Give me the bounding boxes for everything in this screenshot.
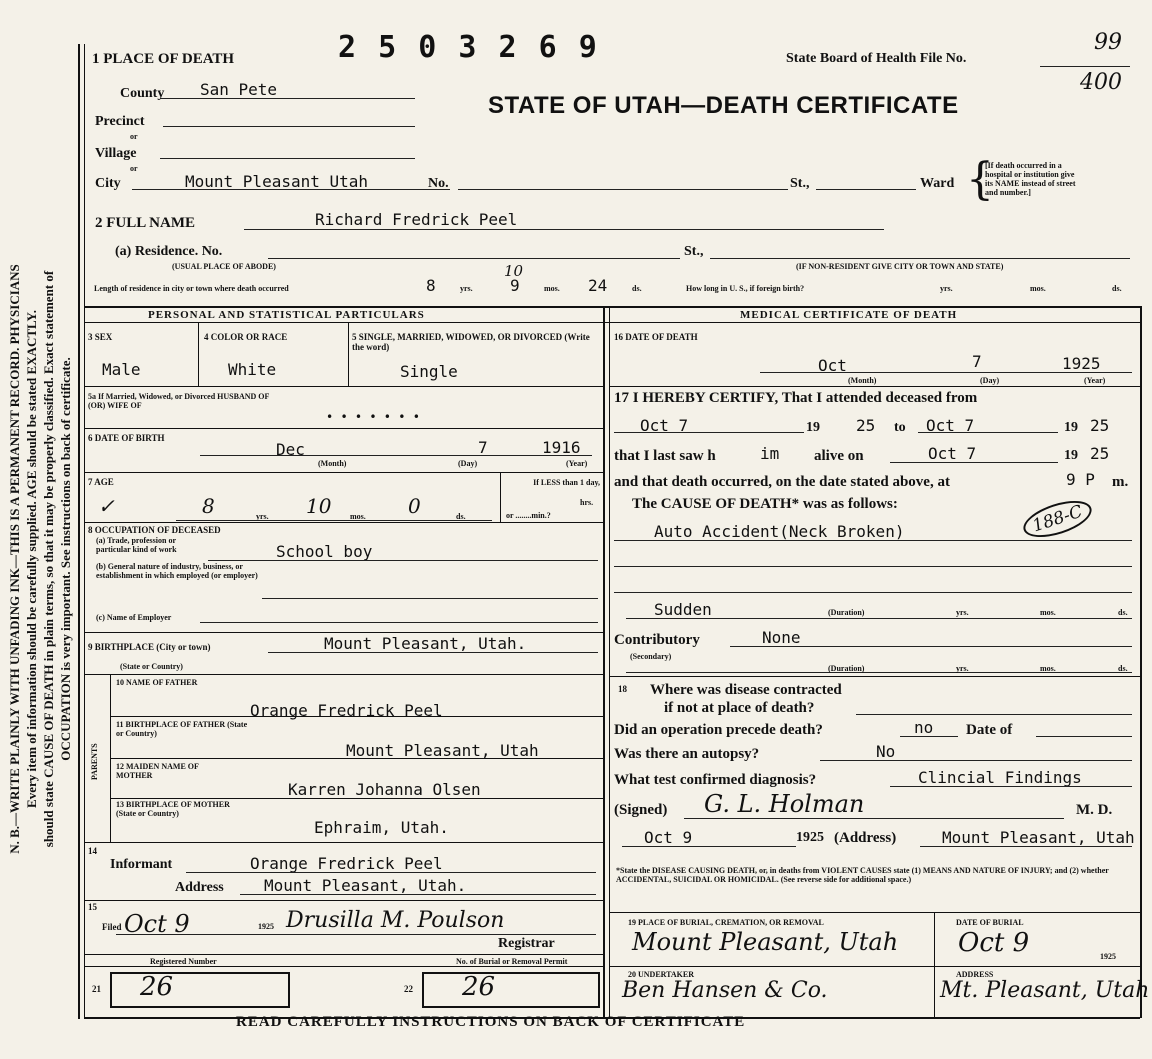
st-line — [816, 189, 916, 190]
age-yrs: 8 — [202, 494, 215, 518]
spouse-label: 5a If Married, Widowed, or Divorced HUSBAND OF (OR) WIFE OF — [88, 392, 270, 410]
informant-address-label: Address — [175, 880, 224, 895]
no-label: No. — [428, 176, 449, 191]
ward-brace: { — [966, 154, 994, 205]
test-label: What test confirmed diagnosis? — [614, 772, 817, 788]
contributory-line — [730, 646, 1132, 647]
attend-to-year: 25 — [1090, 416, 1110, 435]
dob-year: 1916 — [542, 438, 581, 457]
row-rule-2 — [84, 428, 603, 429]
ward-note-3: its NAME instead of street — [985, 179, 1076, 188]
city-label: City — [95, 176, 121, 191]
where-contracted-label: Where was disease contracted — [650, 682, 842, 698]
informant-value: Orange Fredrick Peel — [250, 854, 443, 873]
secondary-label: (Secondary) — [630, 652, 672, 661]
dob-year-caption: (Year) — [566, 459, 588, 468]
burial-place-value: Mount Pleasant, Utah — [632, 928, 899, 956]
sex-label: 3 SEX — [88, 332, 113, 342]
frame-right-border — [1140, 306, 1142, 1018]
sex-value: Male — [102, 360, 141, 379]
med-rule-3 — [609, 912, 1140, 913]
residence-st-label: St., — [684, 244, 704, 259]
informant-address-value: Mount Pleasant, Utah. — [264, 876, 467, 895]
section-header-rule — [84, 322, 1140, 323]
file-no-extra: 400 — [1080, 70, 1122, 95]
informant-line — [186, 872, 596, 873]
physician-signature: G. L. Holman — [704, 790, 865, 818]
m-label: m. — [1112, 474, 1129, 490]
certificate-number: 2 5 0 3 2 6 9 — [338, 30, 599, 65]
father-label: 10 NAME OF FATHER — [116, 678, 198, 687]
cause-value: Auto Accident(Neck Broken) — [654, 522, 905, 541]
filed-label: Filed — [102, 922, 122, 932]
village-line — [160, 158, 415, 159]
item-22: 22 — [404, 984, 413, 994]
margin-line-1: N. B.—WRITE PLAINLY WITH UNFADING INK—THIS IS A PERMANENT RECORD. PHYSICIANS — [7, 264, 22, 854]
attend-to-year-prefix: 19 — [1064, 420, 1078, 435]
place-of-death-label: 1 PLACE OF DEATH — [92, 51, 235, 67]
death-occurred-text: and that death occurred, on the date stated above, at — [614, 474, 950, 490]
frame-left-border — [78, 44, 80, 1019]
residence-sub: (USUAL PLACE OF ABODE) — [172, 262, 276, 271]
operation-line — [900, 736, 958, 737]
item-21: 21 — [92, 984, 101, 994]
employer-label: (c) Name of Employer — [96, 613, 172, 622]
dob-month: Dec — [276, 440, 305, 459]
full-name-line — [244, 229, 884, 230]
contributory-duration-line — [626, 672, 1132, 673]
contributory-ds: ds. — [1118, 664, 1128, 673]
row-rule-11 — [84, 900, 603, 901]
father-birthplace-value: Mount Pleasant, Utah — [346, 741, 539, 760]
file-no-label: State Board of Health File No. — [786, 51, 967, 66]
birthplace-line — [268, 652, 598, 653]
row-rule-7 — [110, 716, 603, 717]
last-saw-him: im — [760, 444, 780, 463]
signed-address-label: (Address) — [834, 830, 897, 846]
cause-line-3 — [614, 592, 1132, 593]
autopsy-line — [820, 760, 1132, 761]
contributory-mos: mos. — [1040, 664, 1056, 673]
row-rule-12 — [84, 954, 603, 955]
dob-month-caption: (Month) — [318, 459, 347, 468]
burial-year: 1925 — [1100, 952, 1116, 961]
occupation-line — [208, 560, 598, 561]
county-line — [160, 98, 415, 99]
marital-label: 5 SINGLE, MARRIED, WIDOWED, OR DIVORCED (Write the word) — [352, 332, 590, 352]
cause-footnote: *State the DISEASE CAUSING DEATH, or, in deaths from VIOLENT CAUSES state (1) MEANS AND NATURE OF INJURY; and (2) whether ACCIDENTAL, SUICIDAL OR HOMICIDAL. (See reverse side for additional space.) — [616, 866, 1109, 884]
occupation-a-label: (a) Trade, profession or particular kind of work — [96, 536, 177, 554]
length-ds-label: ds. — [632, 284, 642, 293]
autopsy-value: No — [876, 742, 896, 761]
registrar-signature: Drusilla M. Poulson — [286, 908, 505, 933]
length-yrs: 8 — [426, 276, 436, 295]
margin-line-3: should state CAUSE OF DEATH in plain terms, so that it may be properly classified. Exact statement of — [41, 270, 56, 848]
or-1: or — [130, 132, 138, 141]
death-month-caption: (Month) — [848, 376, 877, 385]
death-date-line — [760, 372, 1132, 373]
employer-line — [200, 622, 598, 623]
file-no-value: 99 — [1094, 30, 1122, 55]
dob-day-caption: (Day) — [458, 459, 478, 468]
ward-label: Ward — [920, 176, 955, 191]
death-time: 9 P — [1066, 470, 1095, 489]
date-of-label: Date of — [966, 722, 1013, 738]
undertaker-label: 20 UNDERTAKER — [628, 970, 695, 979]
st-label: St., — [790, 176, 810, 191]
sign-date-line — [622, 846, 796, 847]
reg-number-box — [110, 972, 290, 1008]
color-value: White — [228, 360, 277, 379]
row-rule-9 — [110, 798, 603, 799]
sign-date: Oct 9 — [644, 828, 693, 847]
item-15: 15 — [88, 902, 97, 912]
last-saw-date: Oct 7 — [928, 444, 977, 463]
cause-label: The CAUSE OF DEATH* was as follows: — [632, 496, 898, 512]
dob-line — [200, 455, 592, 456]
last-saw-year: 25 — [1090, 444, 1110, 463]
medical-section-title: MEDICAL CERTIFICATE OF DEATH — [740, 309, 958, 321]
death-month: Oct — [818, 356, 847, 375]
attend-to-line — [918, 432, 1058, 433]
date-of-death-label: 16 DATE OF DEATH — [614, 332, 698, 342]
duration-mos: mos. — [1040, 608, 1056, 617]
autopsy-label: Was there an autopsy? — [614, 746, 760, 762]
mother-value: Karren Johanna Olsen — [288, 780, 481, 799]
city-value: Mount Pleasant Utah — [185, 172, 369, 191]
length-ds: 24 — [588, 276, 608, 295]
operation-label: Did an operation precede death? — [614, 722, 823, 738]
contracted-line — [856, 714, 1132, 715]
county-value: San Pete — [200, 80, 278, 99]
us-ds: ds. — [1112, 284, 1122, 293]
mother-label: 12 MAIDEN NAME OF MOTHER — [116, 762, 199, 780]
margin-line-4: OCCUPATION is very important. See instructions on back of certificate. — [58, 357, 73, 761]
burial-divider — [934, 912, 935, 1017]
death-day-caption: (Day) — [980, 376, 1000, 385]
md-label: M. D. — [1076, 802, 1113, 818]
village-label: Village — [95, 146, 137, 161]
center-divider — [603, 306, 605, 1018]
item-18: 18 — [618, 684, 627, 694]
mother-birthplace-value: Ephraim, Utah. — [314, 818, 449, 837]
length-yrs-label: yrs. — [460, 284, 473, 293]
ward-note-2: hospital or institution give — [985, 170, 1075, 179]
burial-date-value: Oct 9 — [958, 928, 1030, 958]
residence-label: (a) Residence. No. — [115, 244, 223, 259]
death-year: 1925 — [1062, 354, 1101, 373]
med-rule-4 — [609, 966, 1140, 967]
undertaker-address-label: ADDRESS — [956, 970, 994, 979]
med-rule-1 — [609, 386, 1140, 387]
dob-day: 7 — [478, 438, 488, 457]
us-residence-label: How long in U. S., if foreign birth? — [686, 284, 805, 293]
signed-address-line — [920, 846, 1132, 847]
birthplace-value: Mount Pleasant, Utah. — [324, 634, 527, 653]
age-ds: 0 — [408, 494, 421, 518]
cause-line-2 — [614, 566, 1132, 567]
burial-permit-value: 26 — [462, 972, 496, 1002]
row-rule-3 — [84, 472, 603, 473]
alive-on-label: alive on — [814, 448, 864, 464]
residence-line — [268, 258, 680, 259]
duration-line — [626, 618, 1132, 619]
reg-number-label: Registered Number — [150, 957, 217, 966]
registrar-label: Registrar — [498, 936, 555, 951]
contributory-label: Contributory — [614, 632, 700, 648]
dob-label: 6 DATE OF BIRTH — [88, 433, 165, 443]
section-top-rule — [84, 306, 1140, 308]
hrs-label: hrs. — [580, 498, 594, 507]
operation-value: no — [914, 718, 934, 737]
signed-address-value: Mount Pleasant, Utah — [942, 828, 1135, 847]
attend-from: Oct 7 — [640, 416, 689, 435]
age-label: 7 AGE — [88, 477, 114, 487]
burial-date-label: DATE OF BURIAL — [956, 918, 1024, 927]
informant-label: Informant — [110, 857, 173, 872]
contributory-duration-label: (Duration) — [828, 664, 865, 673]
precinct-label: Precinct — [95, 114, 145, 129]
signed-label: (Signed) — [614, 802, 668, 818]
length-mos: 9 — [510, 276, 520, 295]
marital-value: Single — [400, 362, 458, 381]
parents-label: PARENTS — [90, 743, 99, 780]
duration-value: Sudden — [654, 600, 712, 619]
residence-st-line — [710, 258, 1130, 259]
row-rule-6 — [84, 674, 603, 675]
file-no-line — [1040, 66, 1130, 67]
father-value: Orange Fredrick Peel — [250, 701, 443, 720]
age-mos-label: mos. — [350, 512, 366, 521]
age-line — [176, 520, 492, 521]
date-of-line — [1036, 736, 1132, 737]
no-line — [458, 189, 788, 190]
us-yrs: yrs. — [940, 284, 953, 293]
item-14: 14 — [88, 846, 97, 856]
duration-yrs: yrs. — [956, 608, 969, 617]
birthplace-state-caption: (State or Country) — [120, 662, 183, 671]
contributory-yrs: yrs. — [956, 664, 969, 673]
less-than-label: If LESS than 1 day, — [533, 478, 600, 487]
occupation-value: School boy — [276, 542, 373, 561]
us-mos: mos. — [1030, 284, 1046, 293]
precinct-line — [163, 126, 415, 127]
duration-label: (Duration) — [828, 608, 865, 617]
or-2: or — [130, 164, 138, 173]
occupation-b-label: (b) General nature of industry, business, or establishment in which employed (or employer) — [96, 562, 258, 580]
mother-birthplace-label: 13 BIRTHPLACE OF MOTHER (State or Country) — [116, 800, 230, 818]
birthplace-label: 9 BIRTHPLACE (City or town) — [88, 642, 211, 652]
certificate-title: STATE OF UTAH—DEATH CERTIFICATE — [488, 92, 959, 119]
filed-line — [116, 934, 596, 935]
row-rule-8 — [110, 758, 603, 759]
occupation-b-line — [262, 598, 598, 599]
occupation-label: 8 OCCUPATION OF DECEASED — [88, 525, 221, 535]
length-mos-correction: 10 — [504, 262, 524, 280]
signed-line — [684, 818, 1064, 819]
attend-to: Oct 7 — [926, 416, 975, 435]
undertaker-address-value: Mt. Pleasant, Utah — [940, 978, 1150, 1003]
sex-divider — [198, 322, 199, 386]
certify-text: 17 I HEREBY CERTIFY, That I attended deceased from — [614, 390, 978, 406]
filed-year: 1925 — [258, 922, 274, 931]
reg-number-value: 26 — [140, 972, 174, 1002]
attend-from-year-prefix: 19 — [806, 420, 820, 435]
row-rule-10 — [84, 842, 603, 843]
margin-line-2: Every item of information should be carefully supplied. AGE should be stated EXACTLY. — [24, 310, 39, 808]
burial-place-label: 19 PLACE OF BURIAL, CREMATION, OR REMOVAL — [628, 918, 824, 927]
frame-left-border-inner — [84, 44, 85, 1019]
ward-note-4: and number.] — [985, 188, 1031, 197]
ward-note-1: [If death occurred in a — [985, 161, 1062, 170]
sign-year: 1925 — [796, 830, 824, 845]
full-name-label: 2 FULL NAME — [95, 215, 196, 231]
age-check: ✓ — [98, 494, 115, 518]
last-saw-text: that I last saw h — [614, 448, 716, 464]
age-yrs-label: yrs. — [256, 512, 269, 521]
personal-section-title: PERSONAL AND STATISTICAL PARTICULARS — [148, 309, 425, 321]
row-rule-4 — [84, 522, 603, 523]
ward-note — [985, 161, 1076, 197]
last-saw-year-prefix: 19 — [1064, 448, 1078, 463]
row-rule-5 — [84, 632, 603, 633]
cause-line-1 — [614, 540, 1132, 541]
contributory-value: None — [762, 628, 801, 647]
cause-code: 188-C — [1019, 494, 1096, 545]
attend-from-line — [614, 432, 804, 433]
death-day: 7 — [972, 352, 982, 371]
burial-permit-box — [422, 972, 600, 1008]
med-rule-2 — [609, 676, 1140, 677]
full-name-value: Richard Fredrick Peel — [315, 210, 518, 229]
filed-value: Oct 9 — [124, 910, 190, 938]
not-at-place-label: if not at place of death? — [664, 700, 815, 716]
row-rule-13 — [84, 966, 603, 967]
county-label: County — [120, 86, 165, 101]
min-label: or ........min.? — [506, 511, 551, 520]
row-rule-1 — [84, 386, 603, 387]
test-value: Clincial Findings — [918, 768, 1082, 787]
age-mos: 10 — [306, 494, 332, 518]
death-year-caption: (Year) — [1084, 376, 1106, 385]
age-ds-label: ds. — [456, 512, 466, 521]
burial-permit-label: No. of Burial or Removal Permit — [456, 957, 568, 966]
color-label: 4 COLOR OR RACE — [204, 332, 288, 342]
to-label: to — [894, 420, 906, 435]
test-line — [890, 786, 1132, 787]
color-divider — [348, 322, 349, 386]
father-birthplace-label: 11 BIRTHPLACE OF FATHER (State or Country) — [116, 720, 248, 738]
attend-from-year: 25 — [856, 416, 876, 435]
margin-instructions — [6, 59, 74, 1059]
duration-ds: ds. — [1118, 608, 1128, 617]
spouse-value: • • • • • • • — [326, 410, 420, 424]
undertaker-value: Ben Hansen & Co. — [622, 978, 828, 1003]
nonresident-note: (IF NON-RESIDENT GIVE CITY OR TOWN AND STATE) — [796, 262, 1004, 271]
informant-address-line — [240, 894, 596, 895]
length-mos-label: mos. — [544, 284, 560, 293]
last-saw-line — [890, 462, 1058, 463]
length-residence-label: Length of residence in city or town where death occurred — [94, 284, 289, 293]
age-divider — [500, 472, 501, 522]
footer-instructions: READ CAREFULLY INSTRUCTIONS ON BACK OF CERTIFICATE — [236, 1014, 746, 1030]
